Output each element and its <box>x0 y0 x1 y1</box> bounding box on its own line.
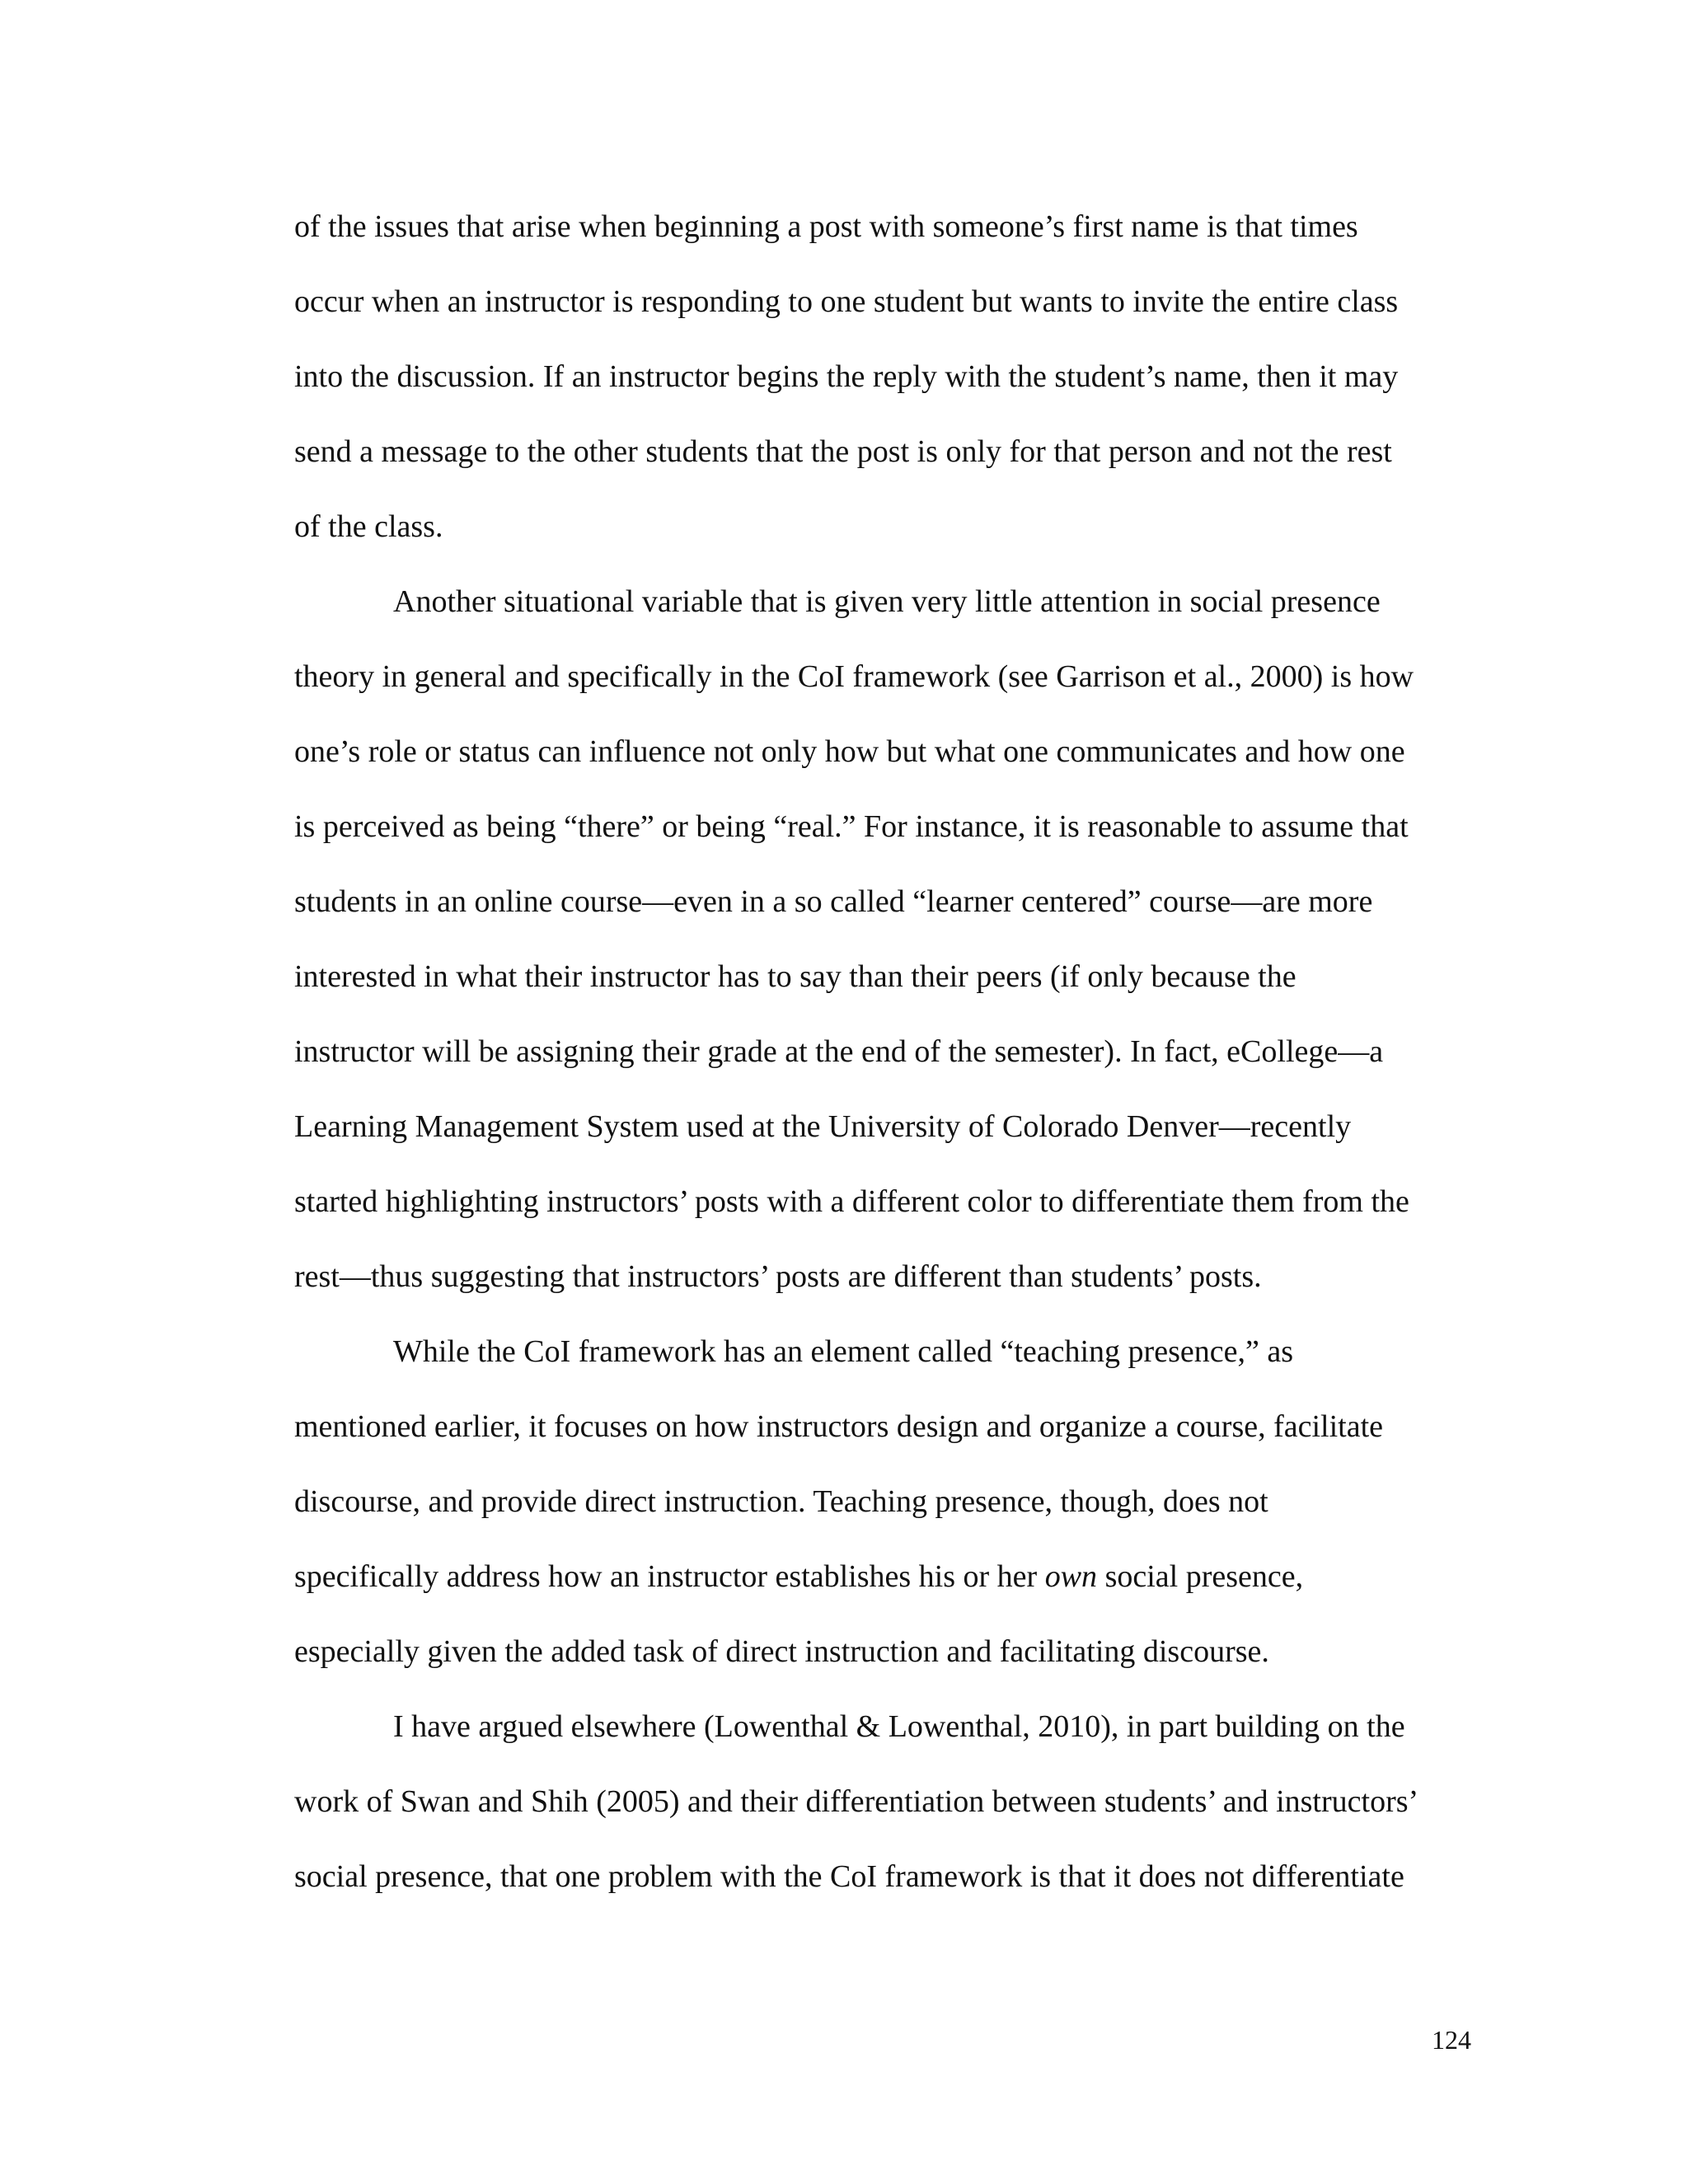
text-line-15: rest—thus suggesting that instructors’ posts are different than students’ posts. <box>294 1259 1262 1294</box>
text-line-19-after: social presence, <box>1097 1559 1304 1594</box>
page-number: 124 <box>1432 2025 1471 2055</box>
text-line-10: students in an online course—even in a so called “learner centered” course—are more <box>294 884 1373 919</box>
text-line-23: social presence, that one problem with the CoI framework is that it does not differentiate <box>294 1859 1404 1894</box>
text-line-17: mentioned earlier, it focuses on how instructors design and organize a course, facilitate <box>294 1409 1384 1444</box>
text-line-1: of the issues that arise when beginning a post with someone’s first name is that times <box>294 209 1358 244</box>
text-line-16: While the CoI framework has an element called “teaching presence,” as <box>393 1334 1293 1369</box>
text-line-22: work of Swan and Shih (2005) and their differentiation between students’ and instructors’ <box>294 1784 1419 1819</box>
body-text <box>294 190 1477 1915</box>
text-line-7: theory in general and specifically in the CoI framework (see Garrison et al., 2000) is how <box>294 659 1414 694</box>
text-line-21: I have argued elsewhere (Lowenthal & Lowenthal, 2010), in part building on the <box>393 1709 1405 1744</box>
text-line-11: interested in what their instructor has to say than their peers (if only because the <box>294 959 1296 994</box>
text-line-2: occur when an instructor is responding to one student but wants to invite the entire class <box>294 284 1399 319</box>
text-line-19 <box>294 1540 1477 1615</box>
text-line-8: one’s role or status can influence not only how but what one communicates and how one <box>294 734 1405 769</box>
text-line-5: of the class. <box>294 509 443 544</box>
text-line-12: instructor will be assigning their grade at the end of the semester). In fact, eCollege—a <box>294 1034 1384 1069</box>
text-line-4: send a message to the other students that the post is only for that person and not the rest <box>294 434 1392 469</box>
text-line-14: started highlighting instructors’ posts with a different color to differentiate them from the <box>294 1184 1409 1219</box>
text-line-19-before: specifically address how an instructor establishes his or her <box>294 1559 1045 1594</box>
text-line-3: into the discussion. If an instructor begins the reply with the student’s name, then it may <box>294 359 1399 394</box>
emphasis-own: own <box>1044 1559 1098 1594</box>
text-line-13: Learning Management System used at the University of Colorado Denver—recently <box>294 1109 1352 1144</box>
text-line-20: especially given the added task of direct instruction and facilitating discourse. <box>294 1634 1269 1669</box>
text-line-18: discourse, and provide direct instruction. Teaching presence, though, does not <box>294 1484 1268 1519</box>
text-line-9: is perceived as being “there” or being “real.” For instance, it is reasonable to assume that <box>294 809 1409 844</box>
text-line-6: Another situational variable that is given very little attention in social presence <box>393 584 1381 619</box>
